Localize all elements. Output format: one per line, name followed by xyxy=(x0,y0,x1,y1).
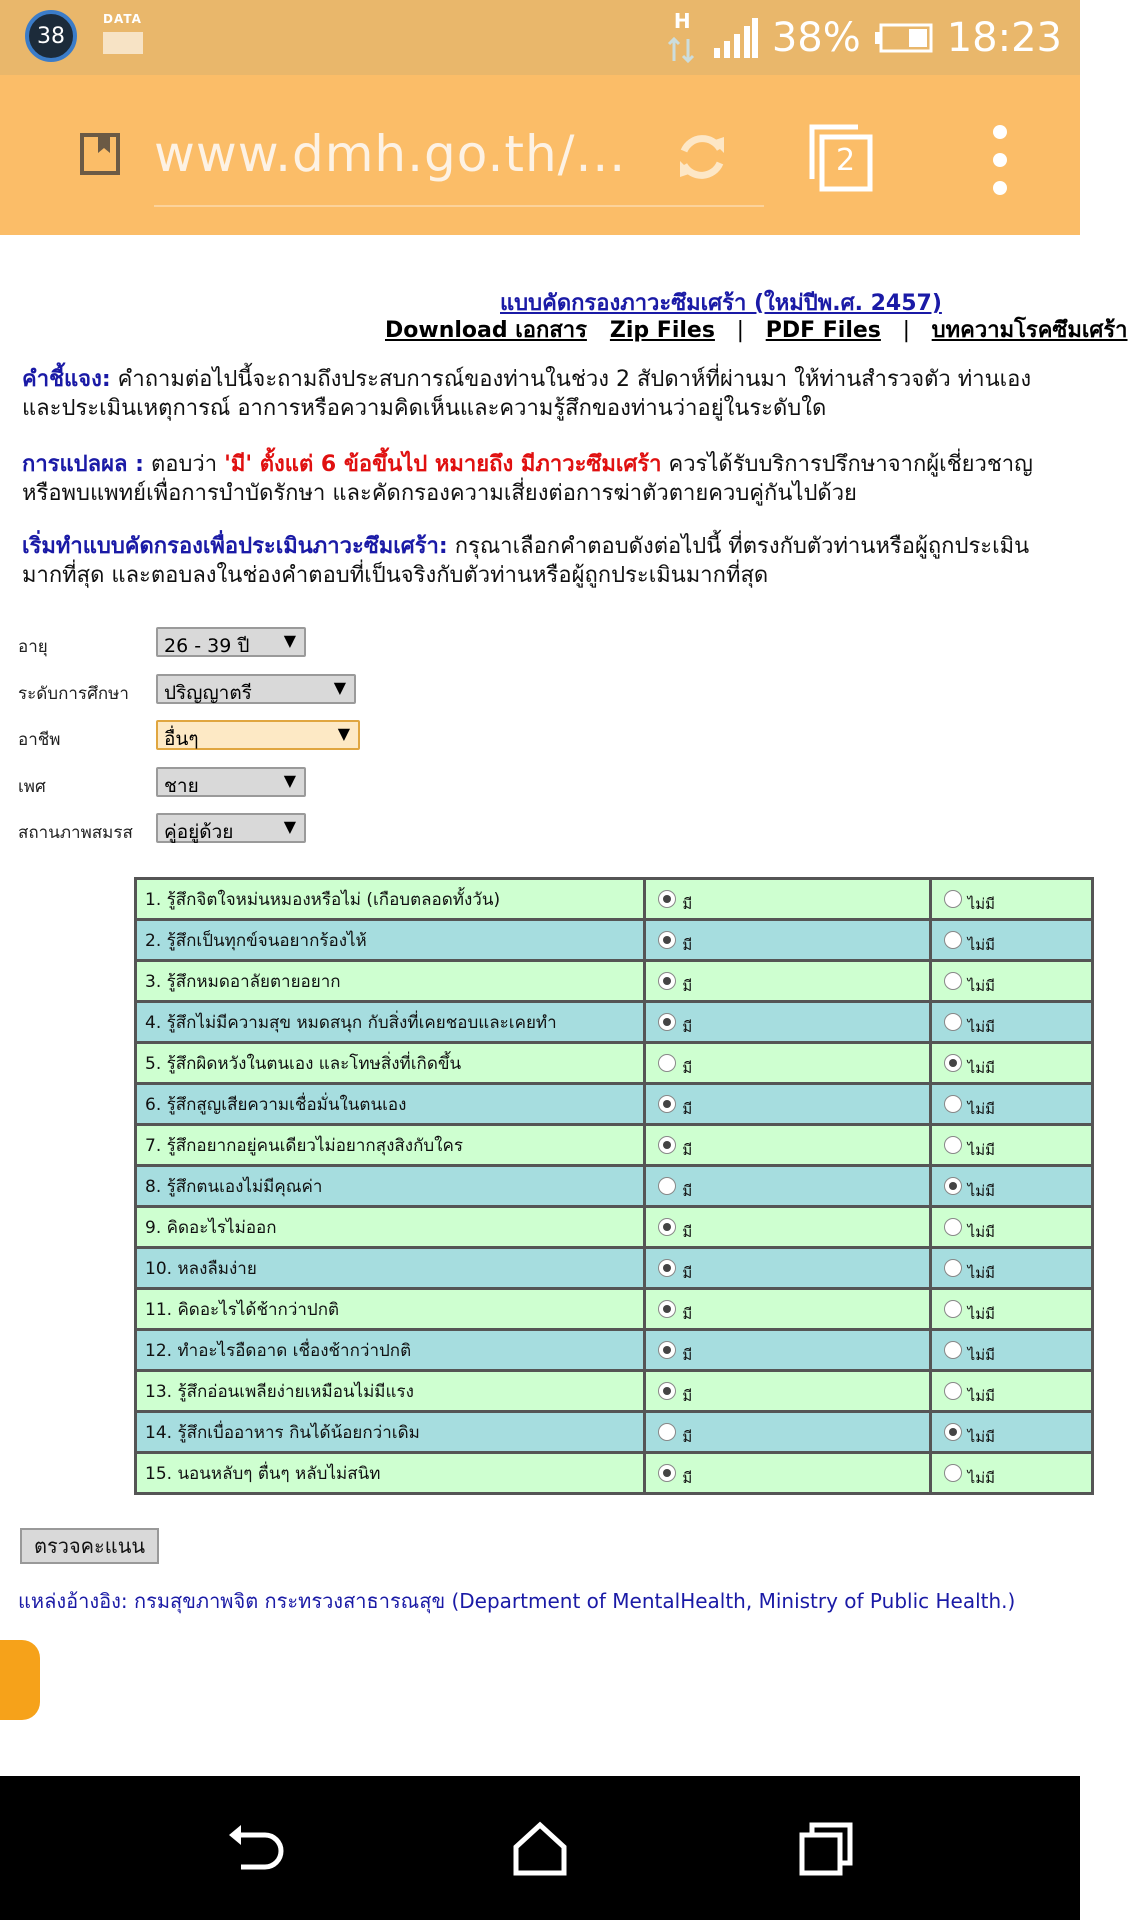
yes-radio[interactable] xyxy=(658,890,676,908)
yes-cell xyxy=(645,1166,930,1207)
browser-toolbar xyxy=(0,75,1080,235)
notification-count-badge: 38 xyxy=(25,10,77,62)
yes-radio[interactable] xyxy=(658,1177,676,1195)
question-text: 7. รู้สึกอยากอยู่คนเดียวไม่อยากสุงสิงกับใคร xyxy=(136,1125,645,1166)
no-radio[interactable] xyxy=(944,1423,962,1441)
question-row xyxy=(136,1330,1093,1371)
no-radio[interactable] xyxy=(944,890,962,908)
question-text: 5. รู้สึกผิดหวังในตนเอง และโทษสิ่งที่เกิดขึ้น xyxy=(136,1043,645,1084)
no-cell xyxy=(930,1412,1092,1453)
question-row xyxy=(136,1125,1093,1166)
no-cell xyxy=(930,1248,1092,1289)
no-label: ไม่มี xyxy=(967,1100,995,1118)
separator: | xyxy=(736,318,745,343)
yes-cell xyxy=(645,920,930,961)
back-icon[interactable] xyxy=(225,1821,285,1877)
marital-label: สถานภาพสมรส xyxy=(18,823,133,843)
instructions-text: คำถามต่อไปนี้จะถามถึงประสบการณ์ของท่านในช่วง 2 สัปดาห์ที่ผ่านมา ให้ท่านสำรวจตัว ท่านเอง และประเมินเหตุการณ์ อาการหรือความคิดเห็นและความรู้สึกของท่านว่าอยู่ในระดับใด xyxy=(22,367,1032,421)
no-cell xyxy=(930,961,1092,1002)
question-row xyxy=(136,961,1093,1002)
instructions-paragraph xyxy=(22,365,1062,423)
question-text: 11. คิดอะไรได้ช้ากว่าปกติ xyxy=(136,1289,645,1330)
yes-cell xyxy=(645,1207,930,1248)
battery-icon xyxy=(875,23,933,53)
yes-radio[interactable] xyxy=(658,1136,676,1154)
no-radio[interactable] xyxy=(944,1054,962,1072)
yes-label: มี xyxy=(682,1141,693,1159)
yes-cell xyxy=(645,1125,930,1166)
no-radio[interactable] xyxy=(944,1095,962,1113)
no-radio[interactable] xyxy=(944,1464,962,1482)
no-label: ไม่มี xyxy=(967,1141,995,1159)
yes-radio[interactable] xyxy=(658,1054,676,1072)
no-radio[interactable] xyxy=(944,1013,962,1031)
zip-files-link[interactable]: Zip Files xyxy=(609,318,715,343)
yes-cell xyxy=(645,1330,930,1371)
interpretation-pre: ตอบว่า xyxy=(143,452,225,477)
question-text: 2. รู้สึกเป็นทุกข์จนอยากร้องไห้ xyxy=(136,920,645,961)
data-label: DATA xyxy=(103,12,142,26)
no-radio[interactable] xyxy=(944,972,962,990)
interpretation-lead: การแปลผล : xyxy=(22,452,144,477)
home-icon[interactable] xyxy=(510,1821,570,1877)
yes-label: มี xyxy=(682,936,693,954)
yes-label: มี xyxy=(682,1346,693,1364)
question-row xyxy=(136,1371,1093,1412)
yes-label: มี xyxy=(682,1469,693,1487)
clock: 18:23 xyxy=(946,14,1062,61)
sex-value: ชาย xyxy=(164,775,199,797)
no-label: ไม่มี xyxy=(967,1223,995,1241)
yes-cell xyxy=(645,1453,930,1494)
yes-cell xyxy=(645,1043,930,1084)
instructions-lead: คำชี้แจง: xyxy=(22,367,111,392)
yes-radio[interactable] xyxy=(658,1259,676,1277)
yes-cell xyxy=(645,1412,930,1453)
yes-cell xyxy=(645,1371,930,1412)
yes-cell xyxy=(645,1248,930,1289)
no-cell xyxy=(930,879,1092,920)
question-text: 12. ทำอะไรอืดอาด เชื่องช้ากว่าปกติ xyxy=(136,1330,645,1371)
no-cell xyxy=(930,920,1092,961)
yes-cell xyxy=(645,961,930,1002)
network-type-icon xyxy=(666,8,698,63)
download-docs-link[interactable]: Download เอกสาร xyxy=(385,318,587,343)
yes-radio[interactable] xyxy=(658,1095,676,1113)
dropdown-arrow-icon: ▼ xyxy=(283,631,296,650)
no-radio[interactable] xyxy=(944,931,962,949)
question-text: 15. นอนหลับๆ ตื่นๆ หลับไม่สนิท xyxy=(136,1453,645,1494)
questions-table xyxy=(134,877,1094,1495)
yes-label: มี xyxy=(682,1018,693,1036)
check-score-button[interactable]: ตรวจคะแนน xyxy=(20,1528,159,1564)
yes-label: มี xyxy=(682,1387,693,1405)
yes-label: มี xyxy=(682,895,693,913)
no-cell xyxy=(930,1125,1092,1166)
no-cell xyxy=(930,1330,1092,1371)
yes-radio[interactable] xyxy=(658,1300,676,1318)
no-label: ไม่มี xyxy=(967,936,995,954)
signal-icon xyxy=(712,18,758,58)
yes-label: มี xyxy=(682,1059,693,1077)
start-text: กรุณาเลือกคำตอบดังต่อไปนี้ ที่ตรงกับตัวท่านหรือผู้ถูกประเมินมากที่สุด และตอบลงในช่องคำตอบที่เป็นจริงกับตัวท่านหรือผู้ถูกประเมินมากที่สุด xyxy=(22,534,1030,588)
question-text: 3. รู้สึกหมดอาลัยตายอยาก xyxy=(136,961,645,1002)
yes-radio[interactable] xyxy=(658,1013,676,1031)
url-underline xyxy=(154,205,764,207)
yes-radio[interactable] xyxy=(658,1423,676,1441)
dropdown-arrow-icon: ▼ xyxy=(283,771,296,790)
no-cell xyxy=(930,1084,1092,1125)
sex-select[interactable] xyxy=(156,767,306,797)
tab-count: 2 xyxy=(836,143,856,178)
no-radio[interactable] xyxy=(944,1382,962,1400)
yes-cell xyxy=(645,1289,930,1330)
no-cell xyxy=(930,1207,1092,1248)
article-link[interactable]: บทความโรคซึมเศร้า xyxy=(931,318,1128,343)
no-label: ไม่มี xyxy=(967,1387,995,1405)
yes-label: มี xyxy=(682,1100,693,1118)
occupation-value: อื่นๆ xyxy=(164,728,199,750)
yes-radio[interactable] xyxy=(658,1341,676,1359)
status-bar xyxy=(0,0,1080,75)
question-text: 1. รู้สึกจิตใจหม่นหมองหรือไม่ (เกือบตลอดทั้งวัน) xyxy=(136,879,645,920)
education-label: ระดับการศึกษา xyxy=(18,684,129,704)
question-row xyxy=(136,1453,1093,1494)
yes-cell xyxy=(645,1002,930,1043)
interpretation-highlight: 'มี' ตั้งแต่ 6 ข้อขึ้นไป หมายถึง มีภาวะซึมเศร้า xyxy=(224,452,662,477)
age-select[interactable] xyxy=(156,627,306,657)
recent-apps-icon[interactable] xyxy=(798,1821,854,1877)
dropdown-arrow-icon: ▼ xyxy=(283,817,296,836)
no-label: ไม่มี xyxy=(967,977,995,995)
age-value: 26 - 39 ปี xyxy=(164,635,250,657)
no-label: ไม่มี xyxy=(967,1264,995,1282)
start-lead: เริ่มทำแบบคัดกรองเพื่อประเมินภาวะซึมเศร้า: xyxy=(22,534,448,559)
education-select[interactable] xyxy=(156,674,356,704)
no-label: ไม่มี xyxy=(967,1182,995,1200)
dropdown-arrow-icon: ▼ xyxy=(337,724,350,743)
question-text: 10. หลงลืมง่าย xyxy=(136,1248,645,1289)
occupation-label: อาชีพ xyxy=(18,730,61,750)
yes-radio[interactable] xyxy=(658,1464,676,1482)
question-text: 4. รู้สึกไม่มีความสุข หมดสนุก กับสิ่งที่เคยชอบและเคยทำ xyxy=(136,1002,645,1043)
yes-cell xyxy=(645,1084,930,1125)
yes-radio[interactable] xyxy=(658,972,676,990)
marital-select[interactable] xyxy=(156,813,306,843)
yes-radio[interactable] xyxy=(658,1382,676,1400)
question-row xyxy=(136,1248,1093,1289)
no-cell xyxy=(930,1289,1092,1330)
yes-label: มี xyxy=(682,1223,693,1241)
yes-label: มี xyxy=(682,1428,693,1446)
data-icon xyxy=(103,32,143,54)
network-type-label: H xyxy=(673,8,691,33)
download-links-row xyxy=(385,312,1128,347)
no-label: ไม่มี xyxy=(967,895,995,913)
occupation-select[interactable] xyxy=(156,720,360,750)
no-radio[interactable] xyxy=(944,1136,962,1154)
question-row xyxy=(136,1084,1093,1125)
question-row xyxy=(136,920,1093,961)
more-menu-icon[interactable] xyxy=(985,125,1015,205)
question-text: 13. รู้สึกอ่อนเพลียง่ายเหมือนไม่มีแรง xyxy=(136,1371,645,1412)
no-label: ไม่มี xyxy=(967,1305,995,1323)
no-radio[interactable] xyxy=(944,1341,962,1359)
url-bar[interactable]: www.dmh.go.th/... xyxy=(154,125,627,183)
question-row xyxy=(136,1289,1093,1330)
no-radio[interactable] xyxy=(944,1300,962,1318)
yes-radio[interactable] xyxy=(658,931,676,949)
no-label: ไม่มี xyxy=(967,1469,995,1487)
sex-label: เพศ xyxy=(18,777,46,797)
dropdown-arrow-icon: ▼ xyxy=(333,678,346,697)
question-row xyxy=(136,1412,1093,1453)
yes-label: มี xyxy=(682,1264,693,1282)
no-cell xyxy=(930,1453,1092,1494)
battery-percent: 38% xyxy=(771,14,861,61)
interpretation-text: ควรได้รับบริการปรึกษาจากผู้เชี่ยวชาญ หรือพบแพทย์เพื่อการบำบัดรักษา และคัดกรองความเสี่ยงต่อการฆ่าตัวตายควบคู่กันไปด้วย xyxy=(22,452,1033,506)
web-page xyxy=(0,235,1128,1775)
interpretation-paragraph xyxy=(22,450,1062,508)
question-row xyxy=(136,1002,1093,1043)
question-row xyxy=(136,879,1093,920)
question-row xyxy=(136,1166,1093,1207)
question-text: 8. รู้สึกตนเองไม่มีคุณค่า xyxy=(136,1166,645,1207)
yes-label: มี xyxy=(682,1182,693,1200)
no-label: ไม่มี xyxy=(967,1059,995,1077)
pdf-files-link[interactable]: PDF Files xyxy=(765,318,881,343)
start-paragraph xyxy=(22,532,1062,590)
reload-icon[interactable] xyxy=(672,127,732,187)
navigation-bar xyxy=(0,1776,1080,1920)
question-text: 14. รู้สึกเบื่ออาหาร กินได้น้อยกว่าเดิม xyxy=(136,1412,645,1453)
no-radio[interactable] xyxy=(944,1259,962,1277)
age-label: อายุ xyxy=(18,637,48,657)
yes-label: มี xyxy=(682,1305,693,1323)
no-radio[interactable] xyxy=(944,1177,962,1195)
no-label: ไม่มี xyxy=(967,1018,995,1036)
no-cell xyxy=(930,1002,1092,1043)
marital-value: คู่อยู่ด้วย xyxy=(164,821,234,843)
question-row xyxy=(136,1207,1093,1248)
data-indicator xyxy=(103,12,143,54)
yes-cell xyxy=(645,879,930,920)
no-label: ไม่มี xyxy=(967,1346,995,1364)
tab-switcher-button[interactable] xyxy=(808,123,874,193)
no-cell xyxy=(930,1166,1092,1207)
no-label: ไม่มี xyxy=(967,1428,995,1446)
title-link[interactable]: แบบคัดกรองภาวะซึมเศร้า (ใหม่ปีพ.ศ. 2457) xyxy=(500,291,942,316)
no-cell xyxy=(930,1043,1092,1084)
yes-radio[interactable] xyxy=(658,1218,676,1236)
question-text: 9. คิดอะไรไม่ออก xyxy=(136,1207,645,1248)
no-radio[interactable] xyxy=(944,1218,962,1236)
separator: | xyxy=(902,318,910,343)
education-value: ปริญญาตรี xyxy=(164,682,252,704)
question-row xyxy=(136,1043,1093,1084)
yes-label: มี xyxy=(682,977,693,995)
question-text: 6. รู้สึกสูญเสียความเชื่อมั่นในตนเอง xyxy=(136,1084,645,1125)
reference-text: แหล่งอ้างอิง: กรมสุขภาพจิต กระทรวงสาธารณสุข (Department of MentalHealth, Ministry of Public Health.) xyxy=(18,1589,1016,1613)
floating-side-tab[interactable] xyxy=(0,1640,40,1720)
no-cell xyxy=(930,1371,1092,1412)
bookmark-icon[interactable] xyxy=(80,133,120,175)
